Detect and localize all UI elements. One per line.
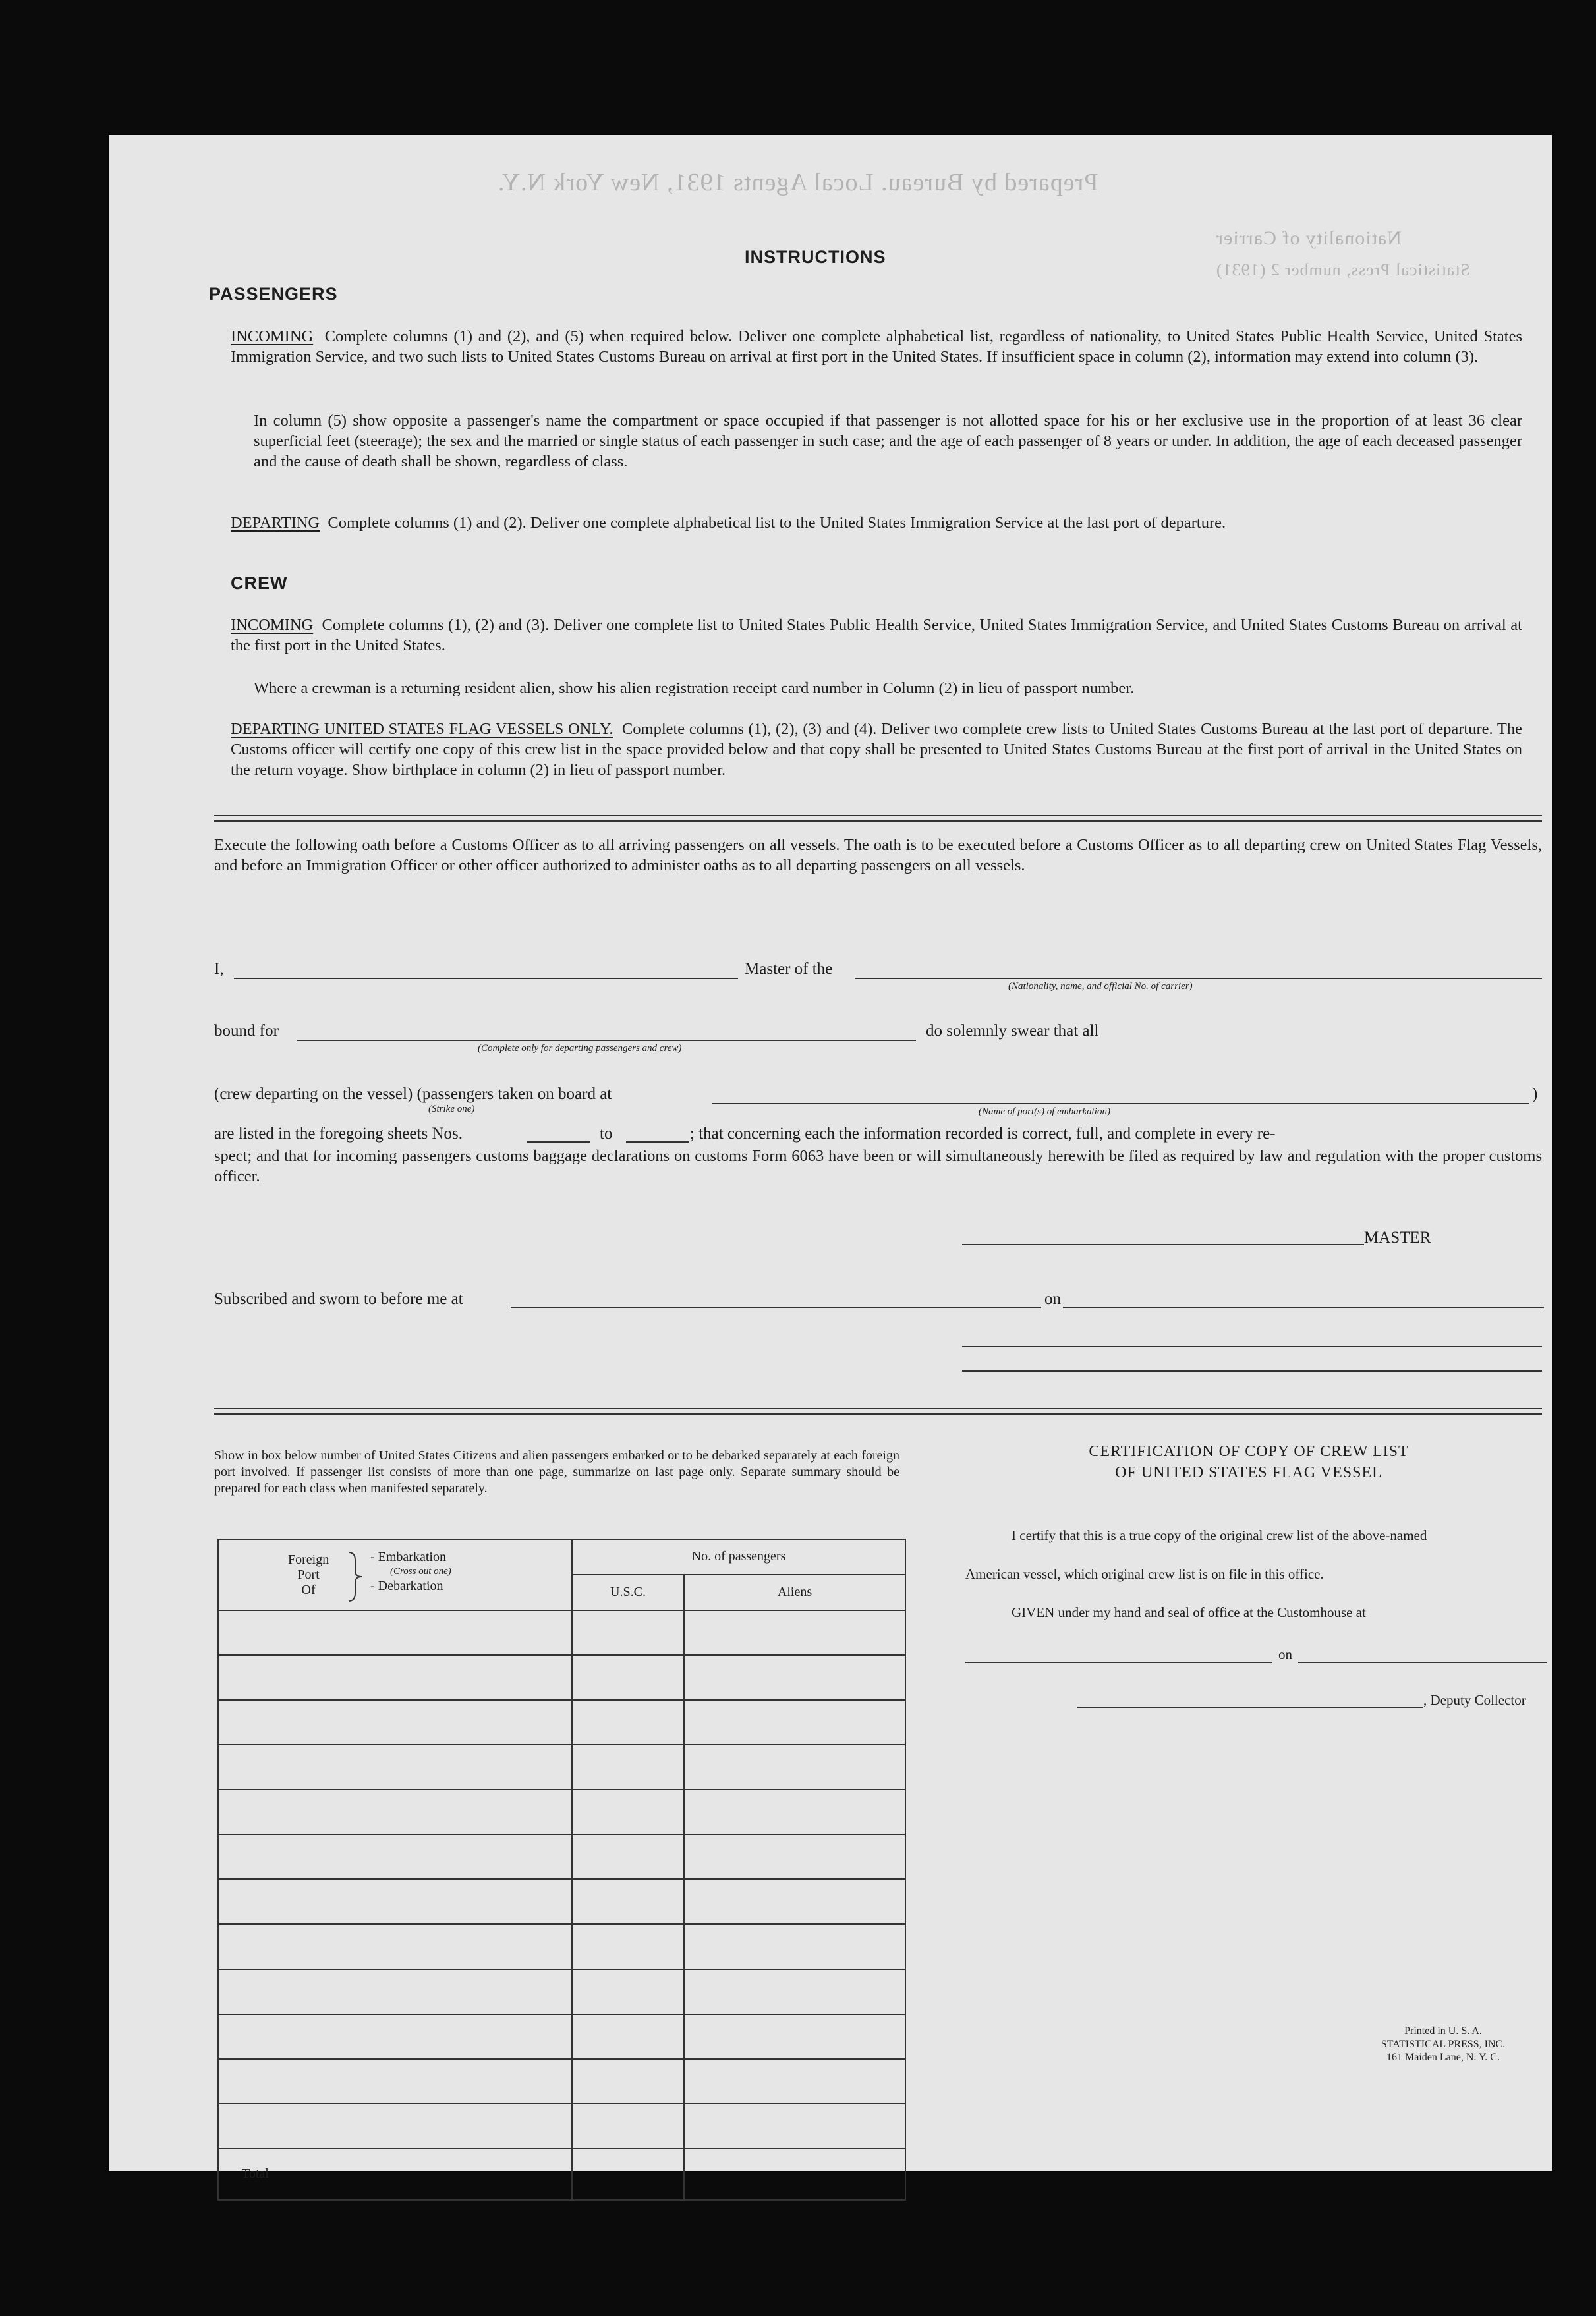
resident-alien-paragraph: Where a crewman is a returning resident alien, show his alien registration receipt card number in Column (2) in lieu of passport number. — [254, 679, 1135, 697]
aliens-cell — [684, 2059, 905, 2104]
total-aliens-cell — [684, 2149, 905, 2200]
certification-text-1: I certify that this is a true copy of the original crew list of the above-named — [1012, 1527, 1427, 1543]
usc-cell — [572, 1790, 684, 1834]
bound-for-hint: (Complete only for departing passengers and crew) — [478, 1043, 682, 1054]
listed-text-3: spect; and that for incoming passengers customs baggage declarations on customs Form 6063 have been or will simultaneously herewith be filed as required by law and regulation with the proper customs officer. — [214, 1147, 1542, 1185]
vessel-name-line — [855, 978, 1542, 979]
close-paren: ) — [1532, 1085, 1538, 1103]
summary-instructions: Show in box below number of United States Citizens and alien passengers embarked or to be debarked separately at each foreign port involved. If passenger list consists of more than one page, summarize on last page only. Separate summary should be prepared for each class when manifested separately. — [214, 1448, 899, 1496]
crew-incoming-text: Complete columns (1), (2) and (3). Deliver one complete list to United States Public Health Service, United States Immigration Service, and United States Customs Bureau on arrival at the first port in the United States. — [231, 616, 1522, 654]
section-divider-2 — [214, 1408, 1542, 1415]
ghost-header-text: Prepared by Bureau. Local Agents 1931, New York N.Y. — [498, 169, 1098, 196]
listed-text-2: ; that concerning each the information recorded is correct, full, and complete in every re- — [690, 1125, 1276, 1143]
brace-icon — [346, 1551, 366, 1602]
certification-title-line-1: CERTIFICATION OF COPY OF CREW LIST — [1089, 1443, 1409, 1460]
aliens-cell — [684, 1610, 905, 1655]
printer-imprint — [1351, 2025, 1535, 2064]
imprint-line-1: Printed in U. S. A. — [1404, 2025, 1482, 2037]
aliens-cell — [684, 1879, 905, 1924]
subscribed-on-label: on — [1044, 1290, 1061, 1308]
port-cell — [218, 1924, 572, 1969]
port-cell — [218, 1790, 572, 1834]
aliens-cell — [684, 1655, 905, 1700]
incoming-label: INCOMING — [231, 327, 314, 345]
port-cell — [218, 1969, 572, 2014]
usc-cell — [572, 1924, 684, 1969]
certification-on-label: on — [1278, 1647, 1292, 1662]
ports-embarkation-line — [712, 1103, 1529, 1104]
oath-intro: Execute the following oath before a Customs Officer as to all arriving passengers on all vessels. The oath is to be executed before a Customs Officer as to all departing crew on United States Flag Vessels, and before an Immigration Officer or other officer authorized to administer oaths as to all departing passengers on all vessels. — [214, 836, 1542, 874]
usc-cell — [572, 1969, 684, 2014]
crew-heading: CREW — [231, 573, 288, 593]
total-label: Total — [218, 2149, 572, 2200]
passenger-summary-table — [217, 1539, 906, 2201]
usc-cell — [572, 1655, 684, 1700]
port-cell — [218, 1879, 572, 1924]
ports-hint: (Name of port(s) of embarkation) — [979, 1106, 1110, 1117]
aliens-cell — [684, 2104, 905, 2149]
certification-date-line — [1298, 1662, 1547, 1663]
master-of-label: Master of the — [745, 960, 833, 978]
no-passengers-header: No. of passengers — [572, 1539, 905, 1575]
foreign-port-header — [218, 1539, 572, 1610]
crew-incoming-paragraph — [231, 615, 1522, 656]
aliens-cell — [684, 1834, 905, 1879]
port-label: Port — [297, 1567, 320, 1582]
imprint-line-2: STATISTICAL PRESS, INC. — [1381, 2039, 1506, 2050]
total-usc-cell — [572, 2149, 684, 2200]
departing-text: Complete columns (1) and (2). Deliver one complete alphabetical list to the United States Immigration Service at the last port of departure. — [328, 514, 1226, 532]
usc-cell — [572, 2059, 684, 2104]
nationality-hint: (Nationality, name, and official No. of carrier) — [1008, 981, 1193, 992]
cross-out-hint: (Cross out one) — [390, 1566, 451, 1577]
certification-text-3: GIVEN under my hand and seal of office at the Customhouse at — [1012, 1604, 1366, 1620]
port-cell — [218, 2014, 572, 2059]
aliens-cell — [684, 1745, 905, 1790]
sheet-to-line — [626, 1141, 689, 1143]
port-cell — [218, 2104, 572, 2149]
imprint-line-3: 161 Maiden Lane, N. Y. C. — [1386, 2052, 1500, 2063]
swear-label: do solemnly swear that all — [926, 1022, 1099, 1040]
strike-one-hint: (Strike one) — [428, 1104, 475, 1114]
foreign-label: Foreign — [288, 1552, 329, 1567]
incoming-text: Complete columns (1) and (2), and (5) when required below. Deliver one complete alphabetical list, regardless of nationality, to United States Public Health Service, United States Immigration Service, and two such lists to United States Customs Bureau on arrival at first port in the United States. If insufficient space in column (2), information may extend into column (3). — [231, 327, 1522, 366]
usc-cell — [572, 2104, 684, 2149]
crew-departing-text: Complete columns (1), (2), (3) and (4). Deliver two complete crew lists to United States Customs Bureau at the last port of departure. The Customs officer will certify one copy of this crew list in the space provided below and that copy shall be presented to United States Customs Bureau at the first port of arrival in the United States on the return voyage. Show birthplace in column (2) in lieu of passport number. — [231, 720, 1522, 779]
subscribed-date-line — [1063, 1307, 1544, 1308]
port-cell — [218, 1745, 572, 1790]
usc-cell — [572, 2014, 684, 2059]
usc-cell — [572, 1834, 684, 1879]
listed-sheets-label: are listed in the foregoing sheets Nos. — [214, 1125, 463, 1143]
usc-cell — [572, 1879, 684, 1924]
debarkation-label: - Debarkation — [370, 1578, 443, 1593]
port-cell — [218, 1610, 572, 1655]
oath-i-label: I, — [214, 960, 224, 978]
bound-for-label: bound for — [214, 1022, 279, 1040]
of-label: Of — [301, 1582, 316, 1597]
sheet-from-line — [527, 1141, 590, 1143]
passengers-heading: PASSENGERS — [209, 284, 338, 304]
usc-cell — [572, 1610, 684, 1655]
master-name-line — [234, 978, 738, 979]
subscribed-place-line — [511, 1307, 1041, 1308]
bound-for-line — [297, 1040, 916, 1041]
usc-cell — [572, 1745, 684, 1790]
deputy-collector-line — [1077, 1707, 1423, 1708]
officer-signature-line-2 — [962, 1370, 1542, 1372]
deputy-collector-label: , Deputy Collector — [1423, 1692, 1526, 1708]
certification-title — [965, 1441, 1532, 1483]
aliens-header: Aliens — [684, 1575, 905, 1610]
column5-paragraph: In column (5) show opposite a passenger's name the compartment or space occupied if that passenger is not allotted space for his or her exclusive use in the proportion of at least 36 clear superficial feet (steerage); the sex and the married or single status of each passenger in such case; and the age of each passenger of 8 years or under. In addition, the age of each deceased passenger and the cause of death shall be shown, regardless of class. — [254, 412, 1522, 470]
instructions-title: INSTRUCTIONS — [745, 247, 886, 267]
crew-departing-label: DEPARTING UNITED STATES FLAG VESSELS ONLY. — [231, 720, 613, 738]
certification-text-2: American vessel, which original crew list is on file in this office. — [965, 1566, 1324, 1582]
officer-signature-line-1 — [962, 1346, 1542, 1347]
port-cell — [218, 2059, 572, 2104]
embarkation-label: - Embarkation — [370, 1549, 446, 1564]
crew-departing-paragraph — [231, 719, 1522, 780]
port-cell — [218, 1700, 572, 1745]
ghost-right-text-1: Nationality of Carrier — [1216, 227, 1402, 249]
form-page — [109, 135, 1552, 2182]
subscribed-label: Subscribed and sworn to before me at — [214, 1290, 463, 1308]
master-signature-line — [962, 1244, 1364, 1245]
aliens-cell — [684, 2014, 905, 2059]
master-label: MASTER — [1364, 1229, 1431, 1247]
port-cell — [218, 1834, 572, 1879]
usc-header: U.S.C. — [572, 1575, 684, 1610]
port-cell — [218, 1655, 572, 1700]
passengers-incoming-paragraph — [231, 326, 1522, 367]
aliens-cell — [684, 1924, 905, 1969]
crew-incoming-label: INCOMING — [231, 616, 314, 634]
ghost-right-text-2: Statistical Press, number 2 (1931) — [1216, 260, 1470, 279]
aliens-cell — [684, 1700, 905, 1745]
crew-departing-oath-label: (crew departing on the vessel) (passengers taken on board at — [214, 1085, 612, 1103]
aliens-cell — [684, 1969, 905, 2014]
listed-to-label: to — [600, 1125, 613, 1143]
section-divider-1 — [214, 815, 1542, 822]
aliens-cell — [684, 1790, 905, 1834]
departing-label: DEPARTING — [231, 514, 320, 532]
certification-title-line-2: OF UNITED STATES FLAG VESSEL — [1115, 1464, 1382, 1481]
passengers-departing-paragraph — [231, 513, 1522, 533]
customhouse-line — [965, 1662, 1272, 1663]
usc-cell — [572, 1700, 684, 1745]
